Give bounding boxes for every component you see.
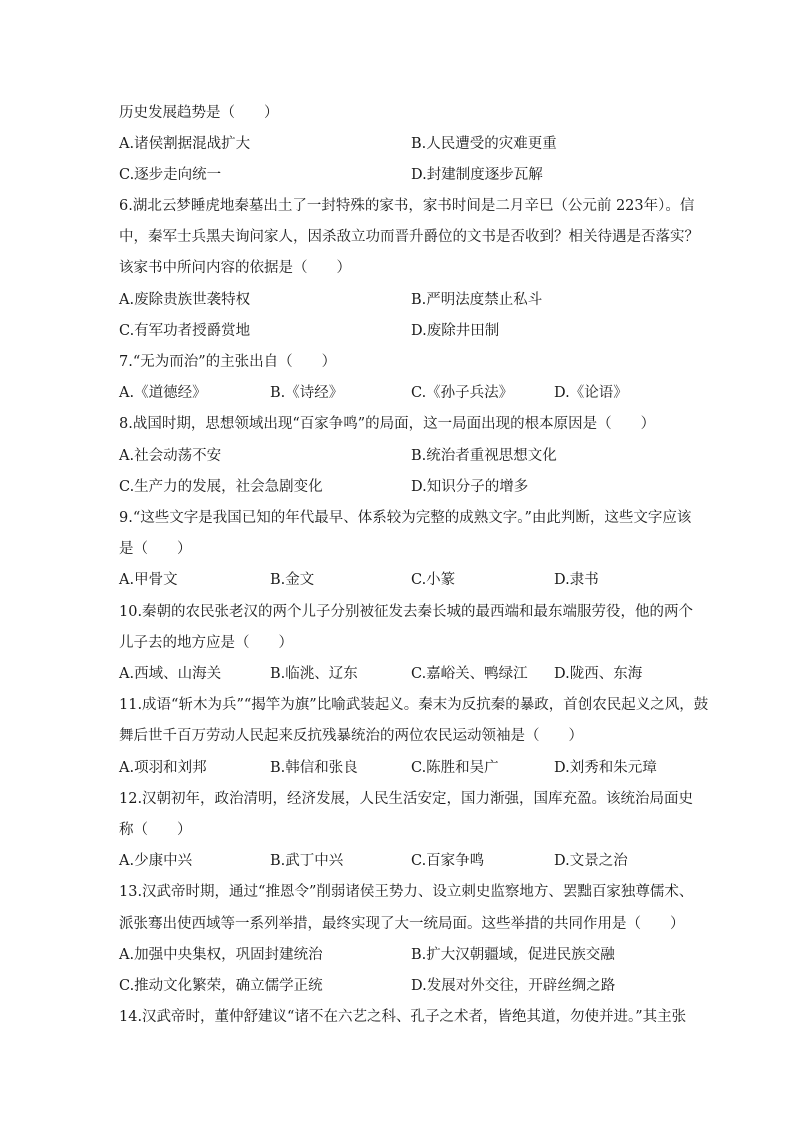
option-row — [119, 446, 689, 466]
question-stem: 10.秦朝的农民张老汉的两个儿子分别被征发去秦长城的最西端和最东端服劳役，他的两个 — [119, 604, 694, 620]
option-b: B.《诗经》 — [270, 385, 344, 401]
option-row — [119, 664, 689, 684]
question-stem: 称（ ） — [119, 822, 192, 838]
option-b: B.武丁中兴 — [270, 853, 344, 869]
option-a: A.加强中央集权，巩固封建统治 — [119, 947, 323, 963]
option-b: B.扩大汉朝疆域，促进民族交融 — [411, 947, 615, 963]
option-d: D.发展对外交往，开辟丝绸之路 — [411, 978, 616, 994]
question-stem: 8.战国时期，思想领域出现“百家争鸣”的局面，这一局面出现的根本原因是（ ） — [119, 416, 656, 432]
option-c: C.推动文化繁荣，确立儒学正统 — [119, 978, 323, 994]
option-b: B.人民遭受的灾难更重 — [411, 136, 557, 152]
question-stem: 派张骞出使西域等一系列举措，最终实现了大一统局面。这些举措的共同作用是（ ） — [119, 916, 685, 932]
question-stem: 9.“这些文字是我国已知的年代最早、体系较为完整的成熟文字。”由此判断，这些文字应该 — [119, 510, 692, 526]
option-c: C.陈胜和吴广 — [411, 760, 499, 776]
option-row — [119, 945, 689, 965]
option-d: D.知识分子的增多 — [411, 479, 529, 495]
option-c: C.嘉峪关、鸭绿江 — [411, 666, 528, 682]
question-stem: 中，秦军士兵黑夫询问家人，因杀敌立功而晋升爵位的文书是否收到？相关待遇是否落实？ — [119, 229, 699, 245]
option-row — [119, 477, 689, 497]
option-c: C.逐步走向统一 — [119, 167, 222, 183]
option-row — [119, 758, 689, 778]
option-row — [119, 134, 689, 154]
option-a: A.诸侯割据混战扩大 — [119, 136, 251, 152]
option-b: B.临洮、辽东 — [270, 666, 358, 682]
option-row — [119, 165, 689, 185]
option-c: C.《孙子兵法》 — [411, 385, 514, 401]
option-row — [119, 976, 689, 996]
option-d: D.封建制度逐步瓦解 — [411, 167, 543, 183]
option-b: B.统治者重视思想文化 — [411, 448, 557, 464]
question-stem: 13.汉武帝时期，通过“推恩令”削弱诸侯王势力、设立刺史监察地方、罢黜百家独尊儒术、 — [119, 884, 694, 900]
option-a: A.废除贵族世袭特权 — [119, 292, 251, 308]
option-c: C.百家争鸣 — [411, 853, 485, 869]
question-stem: 舞后世千百万劳动人民起来反抗残暴统治的两位农民运动领袖是（ ） — [119, 728, 583, 744]
option-d: D.陇西、东海 — [554, 666, 643, 682]
option-c: C.有军功者授爵赏地 — [119, 323, 251, 339]
option-d: D.刘秀和朱元璋 — [554, 760, 657, 776]
option-a: A.社会动荡不安 — [119, 448, 222, 464]
question-stem: 历史发展趋势是（ ） — [119, 105, 279, 121]
question-stem: 12.汉朝初年，政治清明，经济发展，人民生活安定，国力渐强，国库充盈。该统治局面史 — [119, 791, 694, 807]
option-d: D.隶书 — [554, 572, 599, 588]
option-a: A.西域、山海关 — [119, 666, 222, 682]
question-stem: 儿子去的地方应是（ ） — [119, 635, 293, 651]
option-a: A.甲骨文 — [119, 572, 178, 588]
option-b: B.韩信和张良 — [270, 760, 358, 776]
option-d: D.《论语》 — [554, 385, 628, 401]
question-stem: 11.成语“斩木为兵”“揭竿为旗”比喻武装起义。秦末为反抗秦的暴政，首创农民起义之风，鼓 — [119, 697, 709, 713]
option-a: A.项羽和刘邦 — [119, 760, 207, 776]
option-a: A.《道德经》 — [119, 385, 207, 401]
option-d: D.文景之治 — [554, 853, 628, 869]
option-row — [119, 851, 689, 871]
question-stem: 14.汉武帝时，董仲舒建议“诸不在六艺之科、孔子之术者，皆绝其道，勿使并进。”其主张 — [119, 1009, 687, 1025]
option-row — [119, 321, 689, 341]
question-stem: 该家书中所问内容的依据是（ ） — [119, 260, 351, 276]
option-c: C.小篆 — [411, 572, 456, 588]
option-c: C.生产力的发展，社会急剧变化 — [119, 479, 323, 495]
option-a: A.少康中兴 — [119, 853, 193, 869]
question-stem: 是（ ） — [119, 541, 192, 557]
question-stem: 7.“无为而治”的主张出自（ ） — [119, 354, 337, 370]
option-row — [119, 383, 689, 403]
option-d: D.废除井田制 — [411, 323, 500, 339]
option-row — [119, 570, 689, 590]
question-stem: 6.湖北云梦睡虎地秦墓出土了一封特殊的家书，家书时间是二月辛巳（公元前 223年）。信 — [119, 198, 695, 214]
option-row — [119, 290, 689, 310]
option-b: B.金文 — [270, 572, 315, 588]
option-b: B.严明法度禁止私斗 — [411, 292, 543, 308]
